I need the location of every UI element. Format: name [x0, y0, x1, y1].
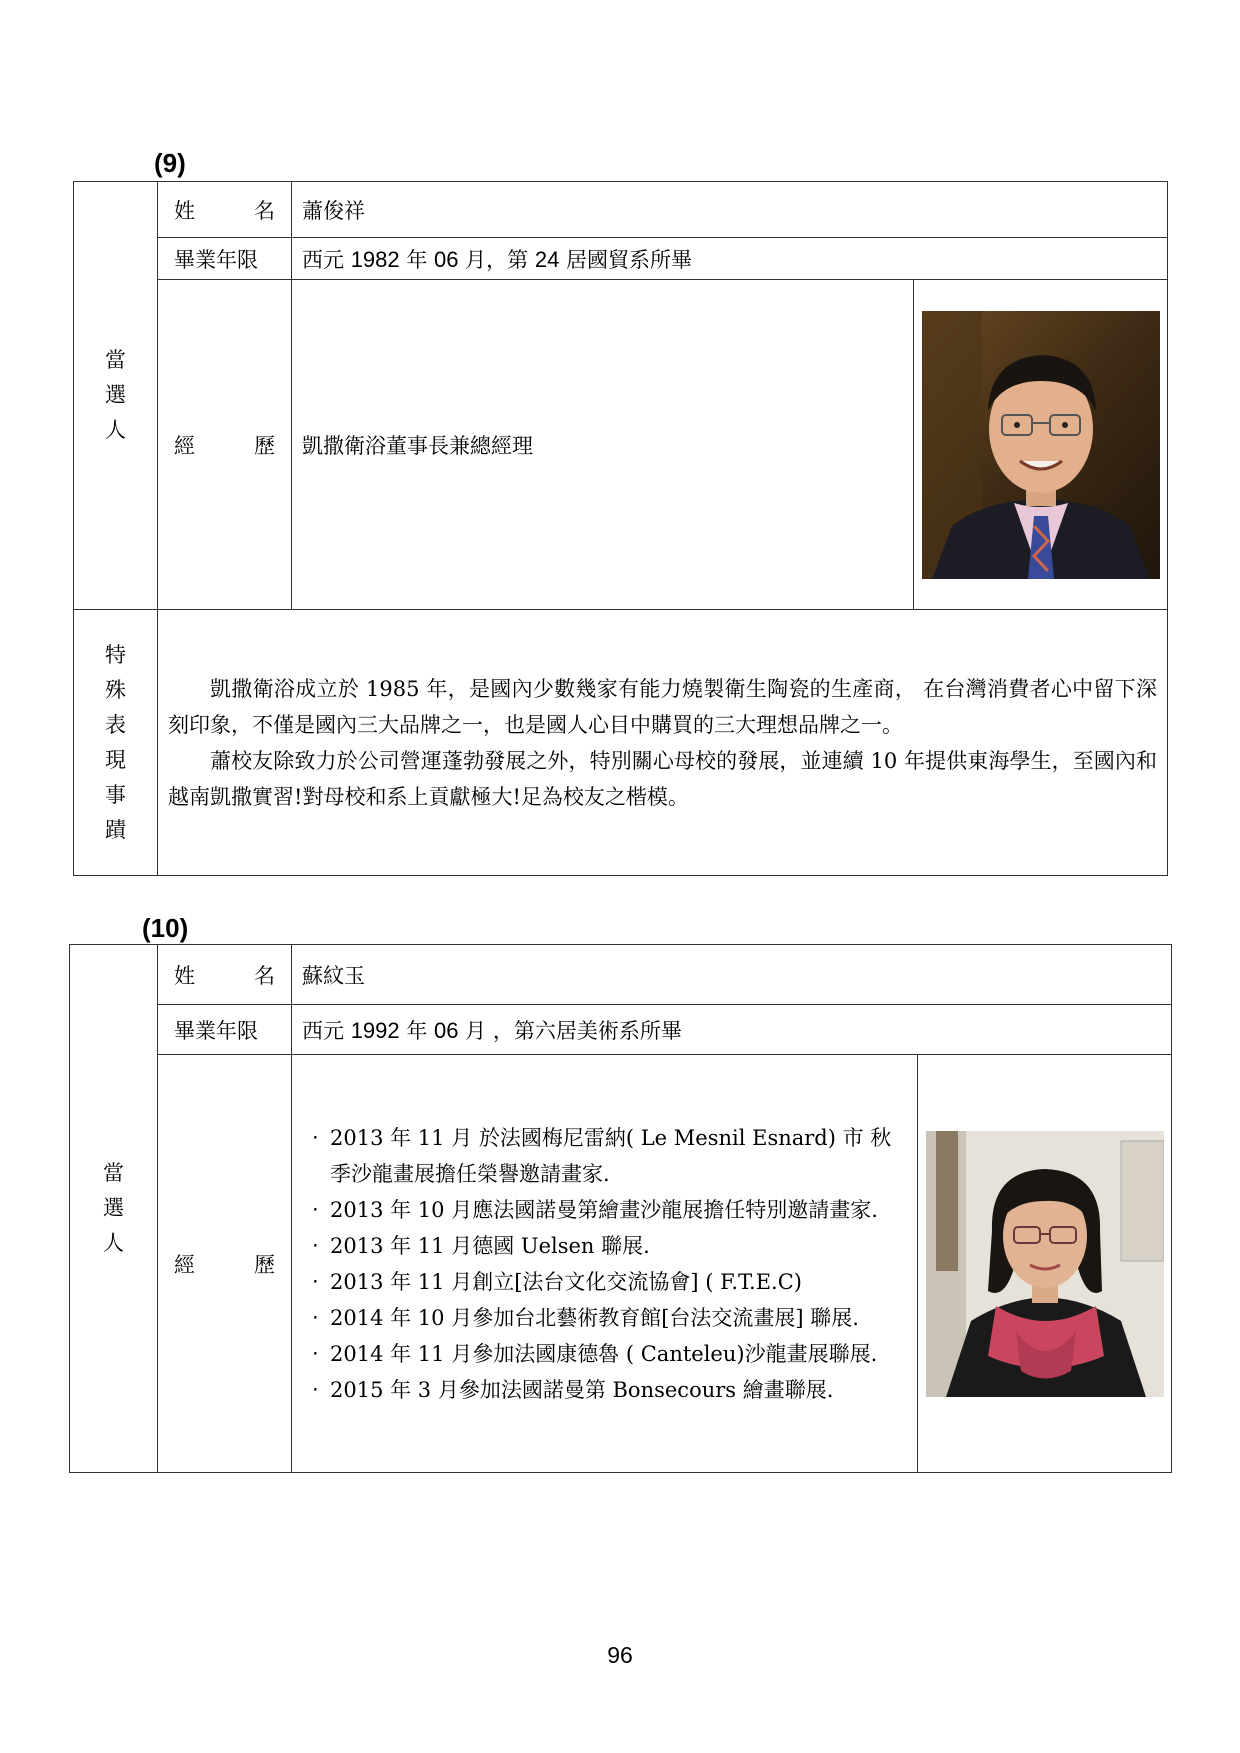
- graduation-value: 西元 1982 年 06 月，第 24 居國貿系所畢: [292, 238, 1168, 280]
- photo-cell: [918, 1055, 1172, 1473]
- name-label: 姓 名: [158, 182, 292, 238]
- special-paragraph: 凱撒衛浴成立於 1985 年，是國內少數幾家有能力燒製衛生陶瓷的生產商， 在台灣消費者心中留下深刻印象，不僅是國內三大品牌之一，也是國人心目中購買的三大理想品牌之一。: [168, 676, 1157, 737]
- graduation-label: 畢業年限: [158, 238, 292, 280]
- graduation-label: 畢業年限: [158, 1005, 292, 1055]
- record-table-10: [69, 944, 1172, 1473]
- name-value: 蕭俊祥: [292, 182, 1168, 238]
- experience-label: 經 歷: [158, 280, 292, 610]
- photo-cell: [914, 280, 1168, 610]
- special-paragraph: 蕭校友除致力於公司營運蓬勃發展之外，特別關心母校的發展，並連續 10 年提供東海學生，至國內和越南凱撒實習!對母校和系上貢獻極大!足為校友之楷模。: [168, 748, 1157, 809]
- name-value: 蘇紋玉: [292, 945, 1172, 1005]
- special-achievement-label: 特 殊 表 現 事 蹟: [74, 610, 158, 876]
- section-number-9: (9): [154, 148, 186, 178]
- list-item: ‧ 2013 年 11 月創立[法台文化交流協會] ( F.T.E.C): [312, 1269, 802, 1294]
- list-item: ‧ 2013 年 10 月應法國諾曼第繪畫沙龍展擔任特別邀請畫家.: [312, 1197, 878, 1222]
- elected-person-label: 當 選 人: [74, 182, 158, 610]
- section-number-10: (10): [142, 913, 189, 943]
- man-portrait-photo: [922, 311, 1160, 579]
- elected-person-label: 當 選 人: [70, 945, 158, 1473]
- record-table-9: [73, 181, 1168, 876]
- page-number: 96: [607, 1642, 633, 1668]
- experience-list-cell: [292, 1055, 918, 1473]
- experience-value: 凱撒衛浴董事長兼總經理: [292, 280, 914, 610]
- list-item: ‧ 2014 年 10 月參加台北藝術教育館[台法交流畫展] 聯展.: [312, 1305, 859, 1330]
- list-item: ‧ 2013 年 11 月 於法國梅尼雷納( Le Mesnil Esnard) 市 秋季沙龍畫展擔任榮譽邀請畫家.: [312, 1125, 892, 1186]
- experience-list: [292, 1112, 917, 1416]
- graduation-value: 西元 1992 年 06 月 ，第六居美術系所畢: [292, 1005, 1172, 1055]
- list-item: ‧ 2014 年 11 月參加法國康德魯 ( Canteleu)沙龍畫展聯展.: [312, 1341, 878, 1366]
- experience-label: 經 歷: [158, 1055, 292, 1473]
- list-item: ‧ 2013 年 11 月德國 Uelsen 聯展.: [312, 1233, 650, 1258]
- special-achievement-text: [158, 610, 1168, 876]
- list-item: ‧ 2015 年 3 月參加法國諾曼第 Bonsecours 繪畫聯展.: [312, 1377, 834, 1402]
- name-label: 姓 名: [158, 945, 292, 1005]
- woman-portrait-photo: [926, 1131, 1164, 1397]
